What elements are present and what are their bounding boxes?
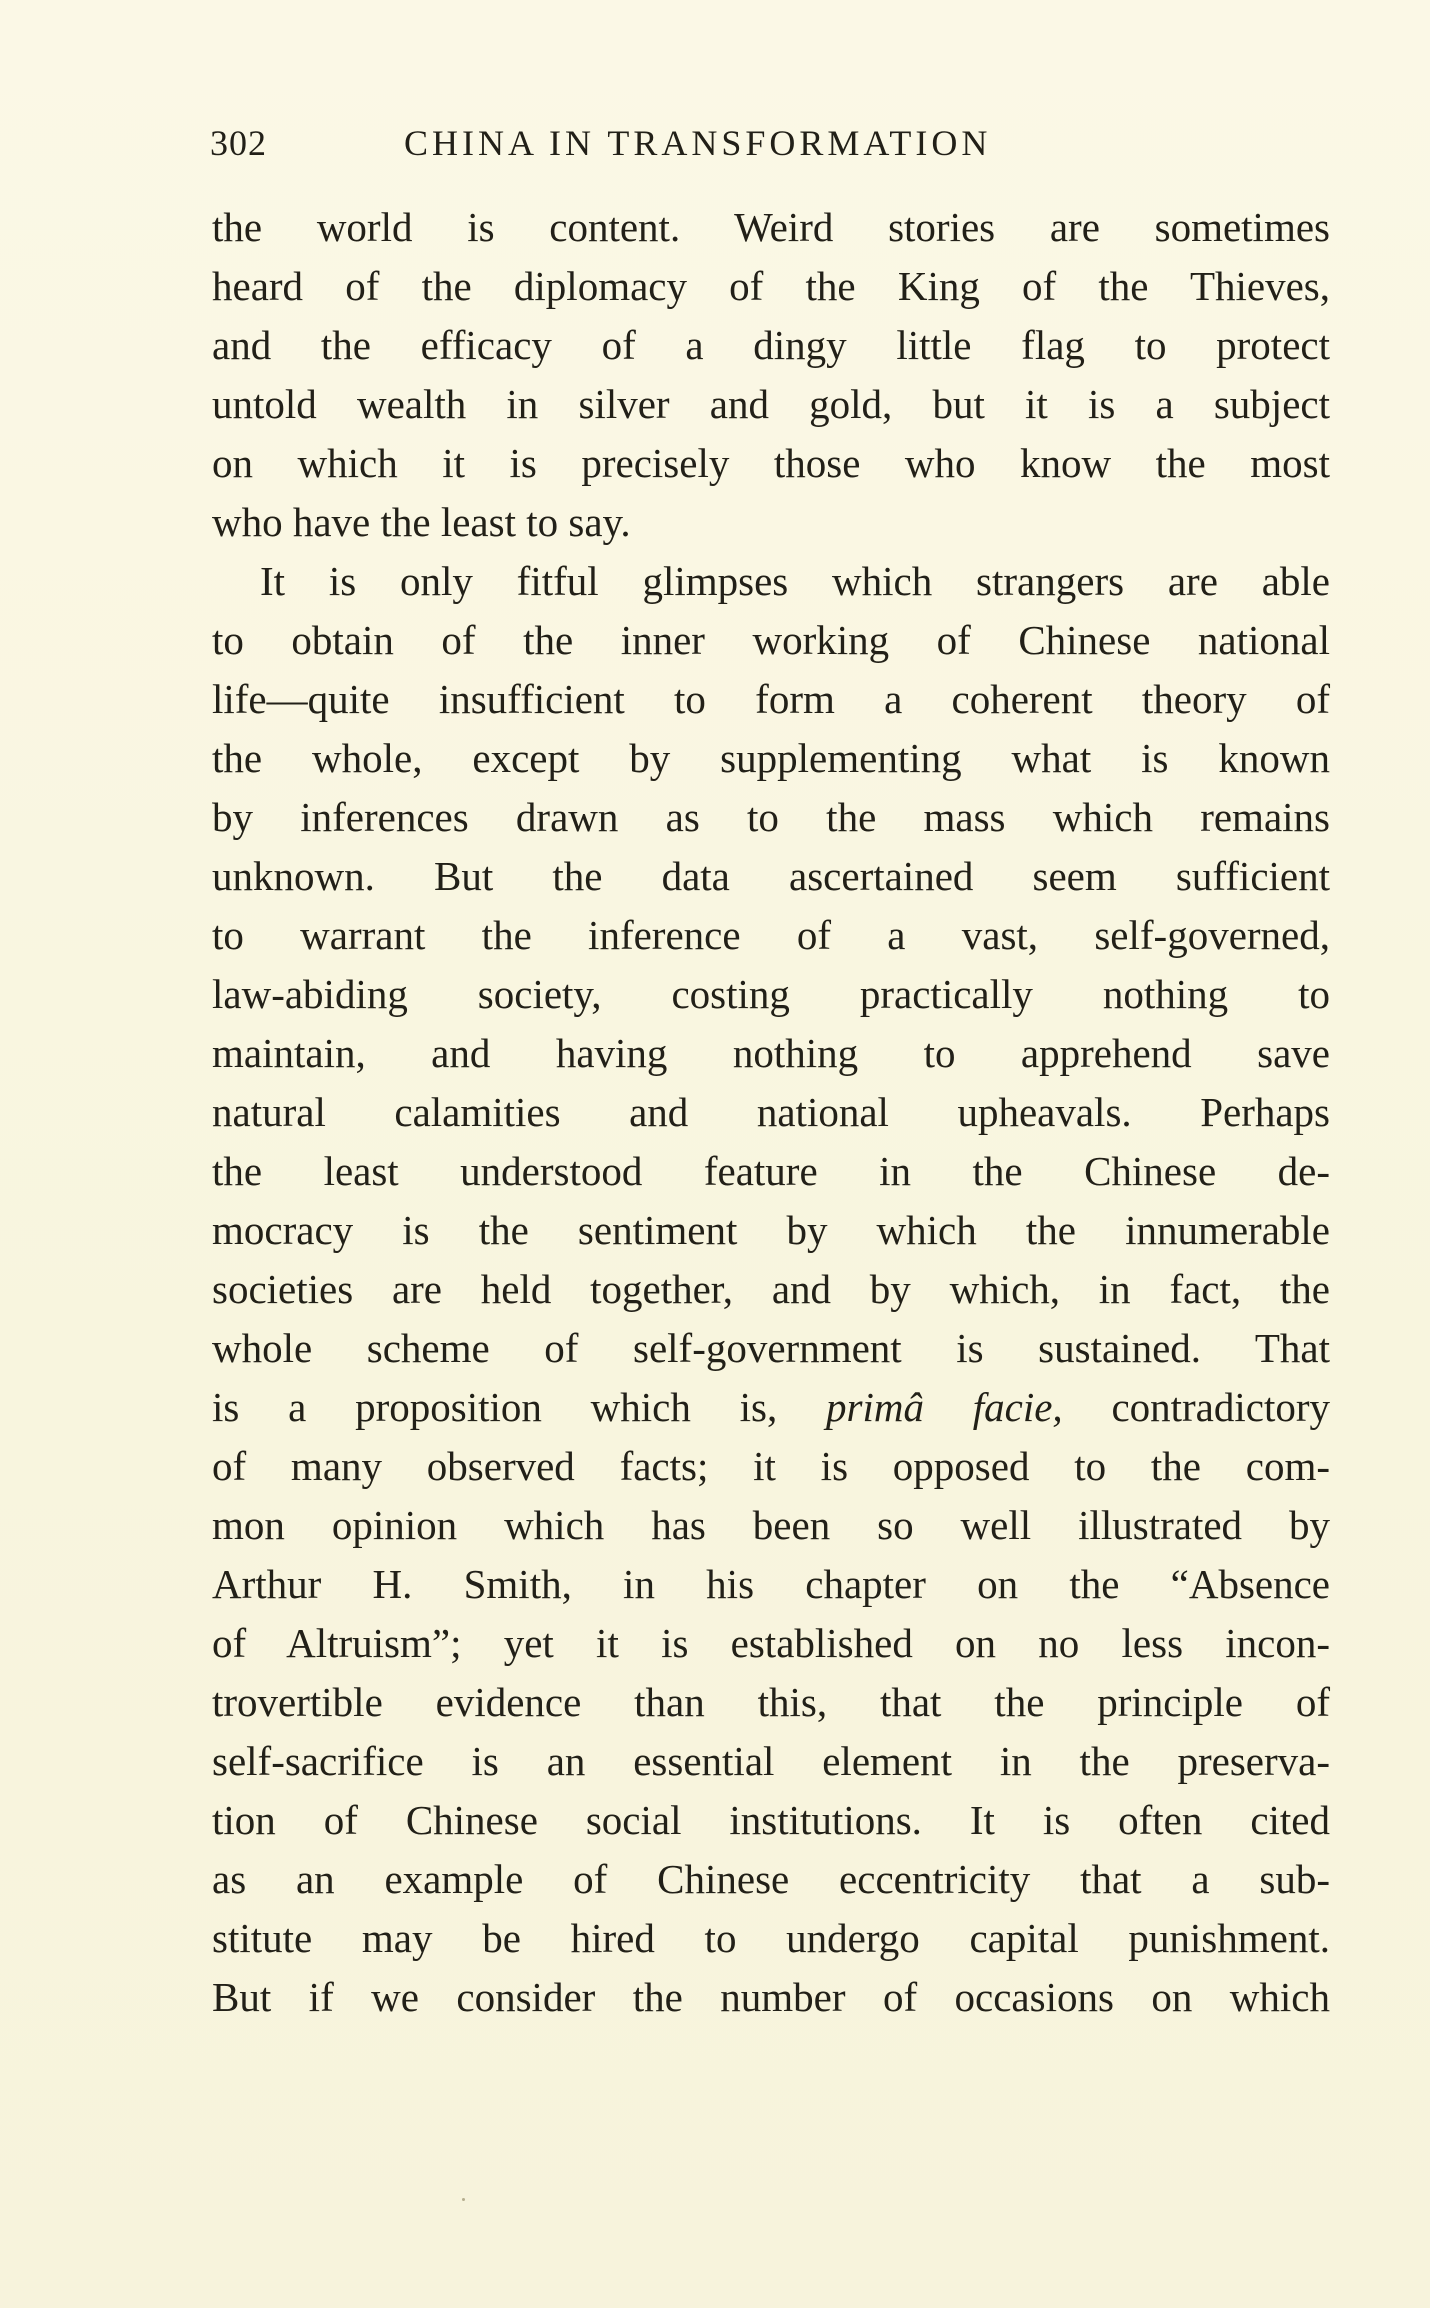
running-head: CHINA IN TRANSFORMATION [404,123,992,163]
text-line: the world is content. Weird stories are sometimes [212,204,1330,250]
text-line: stitute may be hired to undergo capital punishment. [212,1915,1330,1961]
text-line: untold wealth in silver and gold, but it is a subject [212,381,1330,427]
text-line: trovertible evidence than this, that the principle of [212,1679,1330,1725]
body-text [212,198,1330,2027]
text-line: tion of Chinese social institutions. It is often cited [212,1797,1330,1843]
text-line: of Altruism”; yet it is established on no less incon- [212,1620,1330,1666]
italic-phrase: primâ facie, [826,1384,1063,1430]
text-line: to warrant the inference of a vast, self-governed, [212,912,1330,958]
paper-speck [462,2198,465,2201]
text-line: Arthur H. Smith, in his chapter on the “Absence [212,1561,1330,1607]
text-line: of many observed facts; it is opposed to the com- [212,1443,1330,1489]
text-line: whole scheme of self-government is sustained. That [212,1325,1330,1371]
text-line: as an example of Chinese eccentricity that a sub- [212,1856,1330,1902]
text-line: maintain, and having nothing to apprehend save [212,1030,1330,1076]
page-number: 302 [210,123,267,163]
text-fragment: is a proposition which is, [212,1384,778,1430]
text-line: life—quite insufficient to form a coherent theory of [212,676,1330,722]
text-line: law-abiding society, costing practically nothing to [212,971,1330,1017]
text-line: It is only fitful glimpses which strangers are able [260,558,1330,604]
text-line: mon opinion which has been so well illustrated by [212,1502,1330,1548]
text-line: who have the least to say. [212,499,631,545]
text-line: unknown. But the data ascertained seem sufficient [212,853,1330,899]
text-line: the least understood feature in the Chinese de- [212,1148,1330,1194]
text-line: the whole, except by supplementing what is known [212,735,1330,781]
text-line: But if we consider the number of occasions on which [212,1974,1330,2020]
text-line: and the efficacy of a dingy little flag to protect [212,322,1330,368]
text-fragment: contradictory [1111,1384,1331,1430]
text-line-with-italic [212,1378,1330,1437]
text-line: to obtain of the inner working of Chinese national [212,617,1330,663]
text-line: societies are held together, and by which, in fact, the [212,1266,1330,1312]
text-line: self-sacrifice is an essential element in the preserva- [212,1738,1330,1784]
page-header [210,122,1330,182]
text-line: heard of the diplomacy of the King of the Thieves, [212,263,1330,309]
text-line: natural calamities and national upheavals. Perhaps [212,1089,1330,1135]
text-line: by inferences drawn as to the mass which remains [212,794,1330,840]
text-line: on which it is precisely those who know the most [212,440,1330,486]
text-line: mocracy is the sentiment by which the innumerable [212,1207,1330,1253]
